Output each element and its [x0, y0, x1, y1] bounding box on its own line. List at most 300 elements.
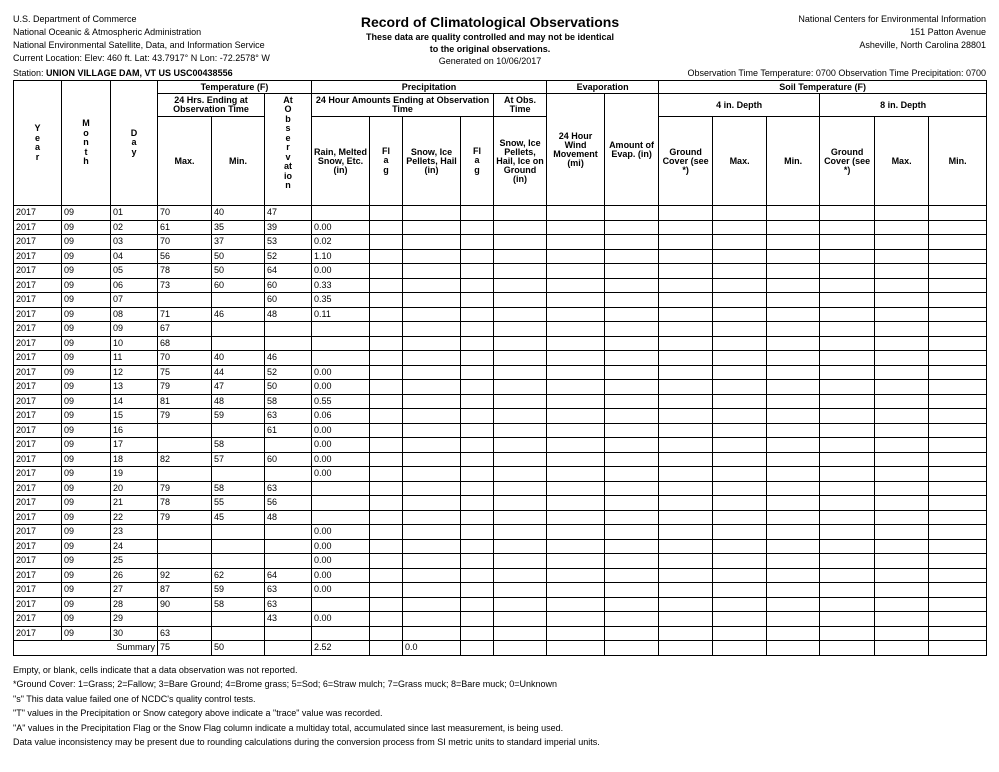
cell-empty: [929, 467, 987, 482]
cell-empty: [403, 409, 461, 424]
cell-empty: [461, 206, 494, 221]
cell-empty: [659, 583, 713, 598]
cell-day: 28: [111, 597, 158, 612]
cell-empty: [875, 235, 929, 250]
precip-24h-header: 24 Hour Amounts Ending at Observation Time: [312, 94, 494, 117]
cell-day: 12: [111, 365, 158, 380]
cell-empty: [767, 423, 820, 438]
cell-day: 20: [111, 481, 158, 496]
cell-empty: [875, 467, 929, 482]
cell-empty: [370, 220, 403, 235]
cell-empty: [820, 293, 875, 308]
cell-empty: [605, 264, 659, 279]
cell-month: 09: [62, 249, 111, 264]
table-row: [14, 394, 987, 409]
cell-year: 2017: [14, 293, 62, 308]
soil-8in-max-header: Max.: [875, 117, 929, 206]
cell-empty: [547, 583, 605, 598]
table-row: [14, 496, 987, 511]
cell-max: 82: [158, 452, 212, 467]
cell-empty: [547, 264, 605, 279]
cell-empty: [494, 409, 547, 424]
cell-empty: [929, 525, 987, 540]
cell-empty: [461, 626, 494, 641]
cell-year: 2017: [14, 597, 62, 612]
cell-empty: [547, 394, 605, 409]
cell-year: 2017: [14, 423, 62, 438]
cell-empty: [929, 206, 987, 221]
cell-empty: [929, 278, 987, 293]
cell-empty: [820, 220, 875, 235]
cell-empty: [461, 293, 494, 308]
summary-evap: [605, 641, 659, 656]
cell-empty: [875, 496, 929, 511]
cell-empty: [370, 626, 403, 641]
cell-empty: [820, 351, 875, 366]
cell-max: 70: [158, 351, 212, 366]
cell-rain: 0.00: [312, 380, 370, 395]
cell-empty: [820, 510, 875, 525]
cell-empty: [929, 322, 987, 337]
cell-day: 17: [111, 438, 158, 453]
cell-empty: [403, 351, 461, 366]
cell-empty: [659, 322, 713, 337]
cell-empty: [713, 597, 767, 612]
table-row: [14, 249, 987, 264]
cell-empty: [605, 423, 659, 438]
cell-day: 16: [111, 423, 158, 438]
table-row: [14, 539, 987, 554]
cell-empty: [820, 206, 875, 221]
cell-empty: [605, 597, 659, 612]
cell-rain: 1.10: [312, 249, 370, 264]
table-row: [14, 626, 987, 641]
cell-empty: [403, 278, 461, 293]
cell-empty: [929, 510, 987, 525]
station-label: Station:: [13, 68, 47, 78]
cell-empty: [659, 206, 713, 221]
cell-empty: [494, 206, 547, 221]
table-row: [14, 467, 987, 482]
cell-year: 2017: [14, 525, 62, 540]
cell-rain: 0.00: [312, 539, 370, 554]
cell-empty: [605, 525, 659, 540]
summary-rain: 2.52: [312, 641, 370, 656]
cell-empty: [547, 554, 605, 569]
cell-empty: [605, 496, 659, 511]
cell-rain: [312, 597, 370, 612]
ground-cover-4in-header: Ground Cover (see *): [659, 117, 713, 206]
cell-rain: 0.06: [312, 409, 370, 424]
cell-empty: [767, 452, 820, 467]
cell-obs: 63: [265, 583, 312, 598]
soil-4in-min-header: Min.: [767, 117, 820, 206]
cell-day: 23: [111, 525, 158, 540]
cell-year: 2017: [14, 554, 62, 569]
cell-empty: [713, 264, 767, 279]
cell-empty: [767, 467, 820, 482]
cell-empty: [370, 525, 403, 540]
cell-min: [212, 554, 265, 569]
cell-empty: [547, 510, 605, 525]
cell-empty: [403, 568, 461, 583]
temperature-group-header: Temperature (F): [158, 81, 312, 94]
table-row: [14, 264, 987, 279]
cell-empty: [494, 336, 547, 351]
cell-month: 09: [62, 220, 111, 235]
cell-empty: [547, 336, 605, 351]
cell-empty: [605, 249, 659, 264]
cell-max: 63: [158, 626, 212, 641]
table-row: [14, 525, 987, 540]
cell-obs: [265, 322, 312, 337]
snow-flag-header: Flag: [461, 117, 494, 206]
title-block: [300, 14, 680, 67]
cell-empty: [767, 380, 820, 395]
cell-empty: [461, 380, 494, 395]
cell-empty: [767, 235, 820, 250]
cell-empty: [820, 539, 875, 554]
cell-empty: [461, 438, 494, 453]
cell-empty: [494, 597, 547, 612]
cell-rain: 0.00: [312, 452, 370, 467]
cell-empty: [713, 554, 767, 569]
cell-empty: [875, 249, 929, 264]
generated-date: Generated on 10/06/2017: [438, 56, 542, 66]
cell-empty: [875, 409, 929, 424]
cell-min: [212, 293, 265, 308]
cell-year: 2017: [14, 612, 62, 627]
evaporation-group-header: Evaporation: [547, 81, 659, 94]
summary-soil8-min: [929, 641, 987, 656]
cell-empty: [659, 380, 713, 395]
cell-empty: [820, 394, 875, 409]
cell-empty: [370, 249, 403, 264]
cell-empty: [403, 293, 461, 308]
cell-year: 2017: [14, 206, 62, 221]
cell-empty: [929, 380, 987, 395]
table-row: [14, 206, 987, 221]
cell-year: 2017: [14, 626, 62, 641]
cell-max: [158, 539, 212, 554]
cell-empty: [767, 568, 820, 583]
cell-empty: [494, 554, 547, 569]
col-month-header: Month: [62, 81, 111, 206]
agency-line-3: National Environmental Satellite, Data, and Information Service: [13, 40, 265, 50]
cell-max: 75: [158, 365, 212, 380]
cell-empty: [403, 467, 461, 482]
cell-empty: [929, 539, 987, 554]
cell-empty: [494, 307, 547, 322]
cell-empty: [461, 264, 494, 279]
cell-empty: [605, 307, 659, 322]
cell-empty: [659, 336, 713, 351]
precipitation-group-header: Precipitation: [312, 81, 547, 94]
col-year-header: Year: [14, 81, 62, 206]
cell-empty: [875, 380, 929, 395]
cell-empty: [820, 249, 875, 264]
cell-empty: [547, 235, 605, 250]
cell-empty: [547, 220, 605, 235]
cell-min: 35: [212, 220, 265, 235]
cell-empty: [875, 307, 929, 322]
cell-empty: [820, 467, 875, 482]
cell-min: [212, 612, 265, 627]
station-line: [13, 68, 233, 78]
cell-empty: [659, 626, 713, 641]
cell-rain: [312, 496, 370, 511]
cell-empty: [370, 278, 403, 293]
cell-empty: [713, 612, 767, 627]
cell-empty: [370, 423, 403, 438]
cell-year: 2017: [14, 510, 62, 525]
cell-empty: [820, 612, 875, 627]
cell-empty: [461, 583, 494, 598]
cell-empty: [403, 336, 461, 351]
table-row: [14, 293, 987, 308]
cell-empty: [461, 496, 494, 511]
cell-empty: [659, 568, 713, 583]
cell-empty: [713, 206, 767, 221]
cell-month: 09: [62, 322, 111, 337]
cell-min: 48: [212, 394, 265, 409]
table-row: [14, 554, 987, 569]
cell-empty: [767, 438, 820, 453]
rain-flag-header: Flag: [370, 117, 403, 206]
cell-min: 46: [212, 307, 265, 322]
cell-empty: [713, 438, 767, 453]
table-row: [14, 220, 987, 235]
cell-month: 09: [62, 481, 111, 496]
cell-empty: [875, 423, 929, 438]
cell-max: 79: [158, 380, 212, 395]
cell-empty: [403, 583, 461, 598]
cell-empty: [659, 293, 713, 308]
cell-empty: [767, 307, 820, 322]
cell-empty: [403, 394, 461, 409]
cell-empty: [494, 380, 547, 395]
cell-empty: [929, 307, 987, 322]
cell-empty: [403, 481, 461, 496]
cell-empty: [929, 423, 987, 438]
cell-empty: [929, 293, 987, 308]
cell-empty: [820, 235, 875, 250]
cell-empty: [767, 322, 820, 337]
cell-min: [212, 525, 265, 540]
cell-empty: [929, 496, 987, 511]
evap-amount-header: Amount of Evap. (in): [605, 94, 659, 206]
cell-empty: [929, 612, 987, 627]
cell-month: 09: [62, 597, 111, 612]
cell-empty: [547, 525, 605, 540]
summary-obs: [265, 641, 312, 656]
cell-min: [212, 336, 265, 351]
summary-snow-ground: [494, 641, 547, 656]
cell-empty: [403, 626, 461, 641]
cell-obs: [265, 467, 312, 482]
cell-rain: [312, 206, 370, 221]
table-row: [14, 568, 987, 583]
cell-empty: [370, 612, 403, 627]
cell-empty: [713, 365, 767, 380]
note-a-flag: "A" values in the Precipitation Flag or the Snow Flag column indicate a multiday total, accumulated since last measurement, is being used.: [13, 722, 564, 733]
cell-empty: [461, 235, 494, 250]
cell-empty: [370, 496, 403, 511]
cell-empty: [494, 235, 547, 250]
cell-obs: [265, 554, 312, 569]
cell-day: 27: [111, 583, 158, 598]
cell-day: 18: [111, 452, 158, 467]
cell-empty: [820, 583, 875, 598]
cell-empty: [461, 351, 494, 366]
cell-empty: [494, 452, 547, 467]
cell-min: 58: [212, 481, 265, 496]
cell-empty: [929, 365, 987, 380]
cell-obs: [265, 626, 312, 641]
cell-empty: [875, 626, 929, 641]
cell-empty: [547, 423, 605, 438]
cell-max: 67: [158, 322, 212, 337]
table-row: [14, 235, 987, 250]
cell-empty: [713, 322, 767, 337]
cell-empty: [403, 322, 461, 337]
cell-empty: [461, 336, 494, 351]
cell-empty: [929, 626, 987, 641]
cell-empty: [929, 583, 987, 598]
cell-empty: [767, 351, 820, 366]
cell-empty: [403, 496, 461, 511]
cell-empty: [929, 336, 987, 351]
cell-day: 02: [111, 220, 158, 235]
cell-max: 78: [158, 496, 212, 511]
cell-empty: [659, 351, 713, 366]
cell-obs: 60: [265, 278, 312, 293]
cell-empty: [403, 220, 461, 235]
cell-obs: 48: [265, 307, 312, 322]
cell-empty: [605, 322, 659, 337]
cell-month: 09: [62, 452, 111, 467]
cell-empty: [767, 539, 820, 554]
cell-empty: [767, 626, 820, 641]
cell-year: 2017: [14, 380, 62, 395]
cell-rain: 0.00: [312, 423, 370, 438]
cell-max: 79: [158, 481, 212, 496]
cell-empty: [370, 452, 403, 467]
cell-empty: [547, 452, 605, 467]
cell-empty: [767, 583, 820, 598]
cell-empty: [547, 539, 605, 554]
snow-ground-header: Snow, Ice Pellets, Hail, Ice on Ground (in): [494, 117, 547, 206]
cell-min: 58: [212, 597, 265, 612]
cell-empty: [875, 612, 929, 627]
cell-empty: [370, 394, 403, 409]
cell-obs: [265, 336, 312, 351]
cell-empty: [713, 278, 767, 293]
cell-empty: [875, 365, 929, 380]
summary-max: 75: [158, 641, 212, 656]
cell-empty: [605, 351, 659, 366]
cell-empty: [547, 278, 605, 293]
cell-empty: [929, 351, 987, 366]
cell-empty: [403, 510, 461, 525]
cell-empty: [820, 322, 875, 337]
cell-empty: [659, 467, 713, 482]
cell-obs: 56: [265, 496, 312, 511]
cell-day: 25: [111, 554, 158, 569]
cell-max: 90: [158, 597, 212, 612]
agency-line-1: U.S. Department of Commerce: [13, 14, 137, 24]
table-row: [14, 597, 987, 612]
temp-at-obs-header: [265, 94, 312, 206]
cell-empty: [370, 597, 403, 612]
cell-obs: 63: [265, 481, 312, 496]
cell-empty: [659, 220, 713, 235]
cell-empty: [370, 568, 403, 583]
cell-min: 40: [212, 206, 265, 221]
cell-empty: [605, 206, 659, 221]
summary-snow-flag: [461, 641, 494, 656]
cell-empty: [547, 438, 605, 453]
cell-rain: [312, 351, 370, 366]
cell-empty: [403, 235, 461, 250]
cell-obs: 47: [265, 206, 312, 221]
cell-empty: [875, 336, 929, 351]
cell-empty: [875, 351, 929, 366]
cell-empty: [713, 539, 767, 554]
cell-empty: [461, 365, 494, 380]
cell-empty: [370, 554, 403, 569]
cell-empty: [929, 554, 987, 569]
cell-empty: [494, 438, 547, 453]
cell-month: 09: [62, 293, 111, 308]
summary-min: 50: [212, 641, 265, 656]
cell-empty: [403, 554, 461, 569]
cell-month: 09: [62, 554, 111, 569]
cell-empty: [875, 597, 929, 612]
summary-soil8-max: [875, 641, 929, 656]
cell-empty: [461, 554, 494, 569]
cell-empty: [713, 467, 767, 482]
cell-empty: [494, 568, 547, 583]
cell-min: 40: [212, 351, 265, 366]
subtitle-line-2: to the original observations.: [429, 44, 551, 54]
ground-cover-8in-header: Ground Cover (see *): [820, 117, 875, 206]
cell-empty: [494, 249, 547, 264]
cell-empty: [547, 351, 605, 366]
cell-obs: 50: [265, 380, 312, 395]
col-day-header: Day: [111, 81, 158, 206]
cell-empty: [875, 293, 929, 308]
cell-empty: [767, 554, 820, 569]
cell-month: 09: [62, 264, 111, 279]
cell-year: 2017: [14, 438, 62, 453]
cell-empty: [767, 206, 820, 221]
cell-month: 09: [62, 351, 111, 366]
cell-month: 09: [62, 525, 111, 540]
cell-empty: [713, 249, 767, 264]
cell-empty: [494, 467, 547, 482]
cell-empty: [767, 496, 820, 511]
cell-rain: 0.33: [312, 278, 370, 293]
cell-empty: [659, 423, 713, 438]
cell-year: 2017: [14, 409, 62, 424]
cell-empty: [494, 510, 547, 525]
soil-4in-max-header: Max.: [713, 117, 767, 206]
cell-empty: [767, 409, 820, 424]
cell-empty: [547, 380, 605, 395]
cell-year: 2017: [14, 220, 62, 235]
cell-day: 05: [111, 264, 158, 279]
